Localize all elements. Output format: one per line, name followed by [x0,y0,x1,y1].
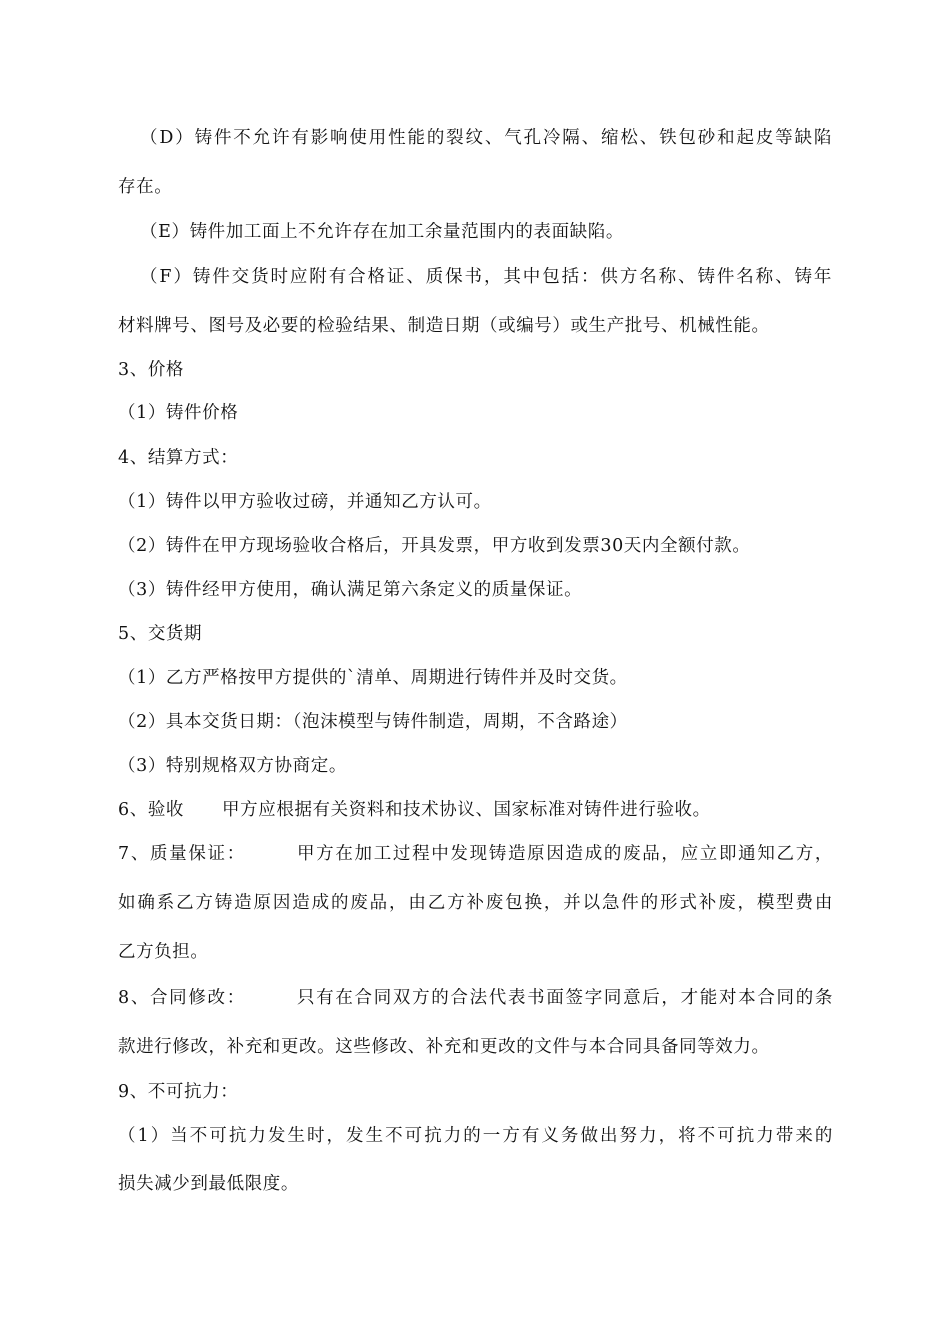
section-5-heading: 5、交货期 [118,624,203,644]
section-8-line-2: 款进行修改，补充和更改。这些修改、补充和更改的文件与本合同具备同等效力。 [118,1037,770,1057]
section-4-item-1: （1）铸件以甲方验收过磅，并通知乙方认可。 [118,492,492,512]
section-7-line-2: 如确系乙方铸造原因造成的废品，由乙方补废包换，并以急件的形式补废，模型费由 [118,893,833,913]
section-5-item-3: （3）特别规格双方协商定。 [118,756,347,776]
paragraph-e: （E）铸件加工面上不允许存在加工余量范围内的表面缺陷。 [140,222,624,242]
paragraph-d-line-1: （D）铸件不允许有影响使用性能的裂纹、气孔冷隔、缩松、铁包砂和起皮等缺陷 [140,128,832,148]
section-8-line-1 [118,986,833,1010]
section-9-item-1-line-1: （1）当不可抗力发生时，发生不可抗力的一方有义务做出努力，将不可抗力带来的 [118,1126,833,1146]
section-4-item-2: （2）铸件在甲方现场验收合格后，开具发票，甲方收到发票30天内全额付款。 [118,536,751,556]
section-3-heading: 3、价格 [118,360,185,380]
paragraph-f-line-2: 材料牌号、图号及必要的检验结果、制造日期（或编号）或生产批号、机械性能。 [118,316,770,336]
section-9-heading: 9、不可抗力： [118,1082,239,1102]
section-4-heading: 4、结算方式： [118,448,239,468]
paragraph-f-line-1: （F）铸件交货时应附有合格证、质保书，其中包括：供方名称、铸件名称、铸年 [140,267,832,287]
section-9-item-1-line-2: 损失减少到最低限度。 [118,1174,299,1194]
section-6-text: 甲方应根据有关资料和技术协议、国家标准对铸件进行验收。 [222,800,711,820]
section-4-item-3: （3）铸件经甲方使用，确认满足第六条定义的质量保证。 [118,580,583,600]
section-8-heading: 8、合同修改： [118,988,246,1008]
section-7-text: 甲方在加工过程中发现铸造原因造成的废品，应立即通知乙方， [295,844,833,864]
section-5-item-2: （2）具本交货日期：（泡沫模型与铸件制造，周期，不含路途） [118,712,628,732]
section-3-item-1: （1）铸件价格 [118,403,239,423]
section-7-line-1 [118,842,833,866]
section-8-text: 只有在合同双方的合法代表书面签字同意后，才能对本合同的条 [295,988,833,1008]
section-7-heading: 7、质量保证： [118,844,246,864]
paragraph-d-line-2: 存在。 [118,177,173,197]
section-6-heading: 6、验收 [118,800,185,820]
section-7-line-3: 乙方负担。 [118,942,209,962]
section-6 [118,798,833,822]
section-5-item-1: （1）乙方严格按甲方提供的`清单、周期进行铸件并及时交货。 [118,668,628,688]
